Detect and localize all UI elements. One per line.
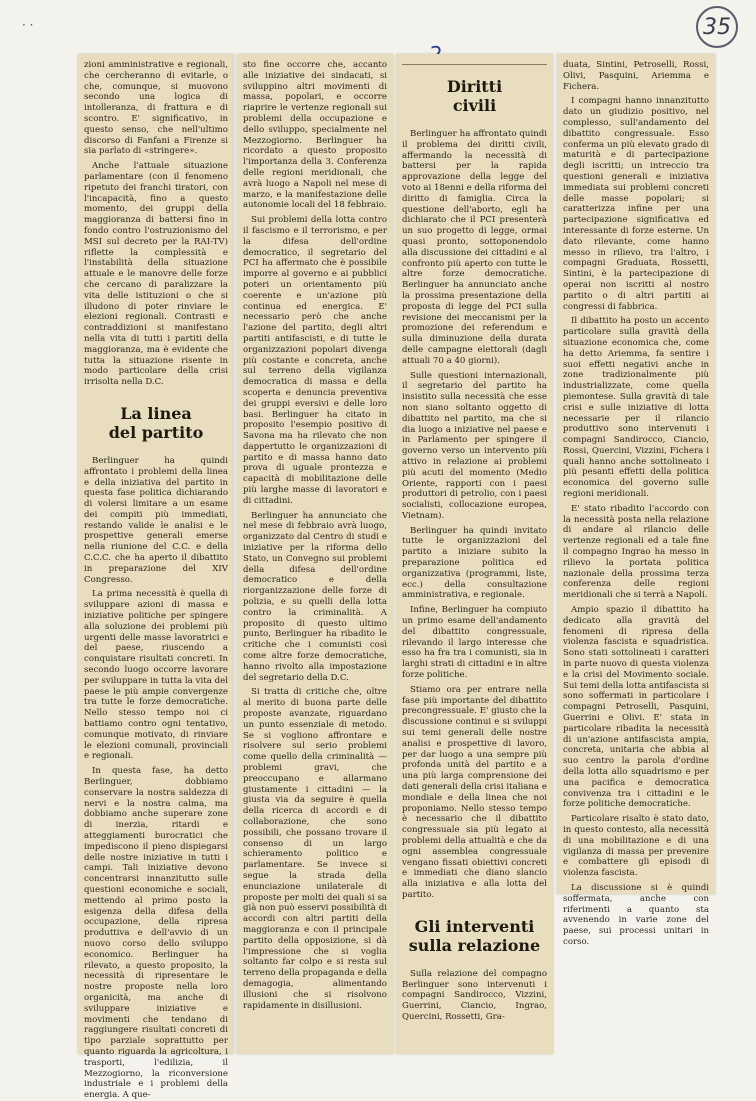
subheading-line: La linea bbox=[120, 403, 192, 423]
subheading-line: Gli interventi bbox=[414, 916, 535, 936]
paragraph: Stiamo ora per entrare nella fase più importante del dibattito precongressuale. E' giusto che la discussione continui e si sviluppi sui temi generali delle nostre analisi e prospettive di lavoro, per dar luogo a una sempre più profonda unità del partito e a una più larga comprensione dei dati generali della crisi italiana e mondiale e della linea che noi proponiamo. Nello stesso tempo è necessario che il dibattito congressuale sia più legato ai problemi della attualità e che da ogni assemblea congressuale vengano fissati obiettivi concreti e immediati che diano slancio alla iniziativa e alla lotta del partito. bbox=[402, 684, 547, 900]
clipping-column-2 bbox=[237, 54, 393, 1054]
paragraph: La discussione si è quindi soffermata, anche con riferimenti a quanto sta avvenendo in varie zone del paese, sui processi unitari in corso. bbox=[563, 882, 709, 947]
paragraph: E' stato ribadito l'accordo con la necessità posta nella relazione di andare al rilancio delle vertenze regionali ed a tale fine il compagno Ingrao ha messo in rilievo la portata politica nazionale della prossima terza conferenza delle regioni meridionali che si terrà a Napoli. bbox=[563, 503, 709, 601]
paragraph: zioni amministrative e regionali, che cercheranno di evitarle, o che, comunque, si muovono secondo una logica di intolleranza, di frattura e di scontro. E' significativo, in questo senso, che nell'ultimo discorso di Fanfani a Firenze si sia parlato di «stringere». bbox=[84, 60, 228, 157]
paragraph: La prima necessità è quella di sviluppare azioni di massa e iniziative politiche per spingere alla soluzione dei problemi più urgenti delle masse lavoratrici e del paese, riuscendo a conquistare risultati concreti. In secondo luogo occorre lavorare per sviluppare in tutta la vita del paese le più ampie convergenze tra tutte le forze democratiche. Nello stesso tempo noi ci battiamo contro ogni tentativo, comunque motivato, di rinviare le elezioni comunali, provinciali e regionali. bbox=[84, 589, 228, 762]
paragraph: Infine, Berlinguer ha compiuto un primo esame dell'andamento del dibattito congressuale, rilevando il largo interesse che esso ha fra tra i comunisti, sia in larghi strati di cittadini e in altre forze politiche. bbox=[402, 605, 547, 681]
paragraph: sto fine occorre che, accanto alle iniziative dei sindacati, si sviluppino altri movimenti di massa, popolari, e occorre riaprire le vertenze regionali sui problemi della occupazione e dello sviluppo, specialmente nel Mezzogiorno. Berlinguer ha ricordato a questo proposito l'importanza della 3. Conferenza delle regioni meridionali, che avrà luogo a Napoli nel mese di marzo, e la manifestazione delle autonomie locali del 18 febbraio. bbox=[243, 60, 387, 211]
paragraph: Berlinguer ha quindi affrontato i problemi della linea e della iniziativa del partito in questa fase politica dichiarando di volersi limitare a un esame dei compiti più immediati, restando valide le analisi e le prospettive generali emerse nella riunione del C.C. e della C.C.C. che ha aperto il dibattito in preparazione del XIV Congresso. bbox=[84, 455, 228, 585]
paragraph: duata, Sintini, Petroselli, Rossi, Olivi, Pasquini, Ariemma e Fichera. bbox=[563, 60, 709, 92]
paragraph: I compagni hanno innanzitutto dato un giudizio positivo, nel complesso, sull'andamento del dibattito congressuale. Esso conferma un più elevato grado di maturità e di partecipazione degli iscritti; un intreccio tra questioni generali e iniziativa immediata sui problemi concreti delle masse popolari; si caratterizza infine per una partecipazione significativa ed interessante di forze esterne. Un dato rilevante, come hanno messo in rilievo, tra l'altro, i compagni Graduata, Rossetti, Sintini, è la partecipazione di operai non iscritti al nostro partito o di altri partiti ai congressi di fabbrica. bbox=[563, 96, 709, 312]
subheading-interventi bbox=[402, 917, 547, 955]
subheading-line: del partito bbox=[108, 422, 204, 442]
subheading-line: sulla relazione bbox=[408, 935, 541, 955]
paragraph: Berlinguer ha affrontato quindi il problema dei diritti civili, affermando la necessità di battersi per la rapida approvazione della legge del voto ai 18enni e della riforma del diritto di famiglia. Circa la questione dell'aborto, egli ha dichiarato che il PCI presenterà un suo progetto di legge, ormai quasi pronto, sottoponendolo alla discussione dei cittadini e al confronto più aperto con tutte le altre forze democratiche. Berlinguer ha annunciato anche la prossima presentazione della proposta di legge del PCI sulla revisione dei meccanismi per la promozione dei referendum e sulla diminuzione della durata delle campagne elettorali (dagli attuali 70 a 40 giorni). bbox=[402, 129, 547, 366]
clipping-column-4 bbox=[557, 54, 715, 947]
paragraph: Anche l'attuale situazione parlamentare (con il fenomeno ripetuto dei franchi tiratori, con l'incapacità, fino a questo momento, dei gruppi della maggioranza di battersi fino in fondo contro l'ostruzionismo del MSI sul decreto per la RAI-TV) riflette la complessità e l'instabilità della situazione attuale e le manovre delle forze che cercano di paralizzare la vita delle istituzioni o che si illudono di poter rinviare le elezioni regionali. Contrasti e contraddizioni si manifestano nella vita di tutti i partiti della maggioranza, ma è evidente che tutta la situazione risente in modo particolare della crisi irrisolta nella D.C. bbox=[84, 161, 228, 388]
paragraph: Berlinguer ha annunciato che nel mese di febbraio avrà luogo, organizzato dal Centro di studi e iniziative per la riforma dello Stato, un Convegno sui problemi della difesa dell'ordine democratico e della riorganizzazione delle forze di polizia, e su quelli della lotta contro la criminalità. A proposito di questo ultimo punto, Berlinguer ha ribadito le critiche che i comunisti così come altre forze democratiche, hanno rivolto alla impostazione del segretario della D.C. bbox=[243, 510, 387, 683]
paragraph: Sui problemi della lotta contro il fascismo e il terrorismo, e per la difesa dell'ordine democratico, il segretario del PCI ha affermato che è possibile imporre al governo e ai pubblici poteri un orientamento più coerente e un'azione più continua ed energica. E' necessario però che anche l'azione del partito, degli altri partiti antifascisti, e di tutte le organizzazioni popolari divenga più costante e concreta, anche sul terreno della vigilanza democratica di massa e della scoperta e denuncia preventiva dei gruppi eversivi e delle loro basi. Berlinguer ha citato in proposito l'esempio positivo di Savona ma ha rilevato che non dappertutto le organizzazioni di partito e di massa hanno dato prova di uguale prontezza e capacità di mobilitazione delle più larghe masse di lavoratori e di cittadini. bbox=[243, 215, 387, 506]
subheading-line: Diritti bbox=[446, 77, 503, 96]
paragraph: Berlinguer ha quindi invitato tutte le organizzazioni del partito a iniziare subito la preparazione politica ed organizzativa (programmi, liste, ecc.) della consultazione amministrativa, e regionale. bbox=[402, 525, 547, 601]
divider bbox=[402, 64, 547, 65]
subheading-linea-partito bbox=[84, 404, 228, 442]
paragraph: Il dibattito ha posto un accento particolare sulla gravità della situazione economica che, come ha detto Ariemma, fa sentire i suoi effetti negativi anche in zone tradizionalmente più industrializzate, come quella piemontese. Sulla gravità di tale crisi e sulle iniziative di lotta necessarie per il rilancio produttivo sono intervenuti i compagni Sandirocco, Ciancio, Rossi, Quercini, Vizzini, Fichera i quali hanno anche sottolineato i più pesanti effetti della politica economica del governo sulle regioni meridionali. bbox=[563, 316, 709, 500]
paragraph: In questa fase, ha detto Berlinguer, dobbiamo conservare la nostra saldezza di nervi e la nostra calma, ma dobbiamo anche superare zone di inerzia, ritardi e atteggiamenti burocratici che impediscono il pieno dispiegarsi delle nostre iniziative in tutti i campi. Tali iniziative devono concentrarsi innanzitutto sulle questioni economiche e sociali, mettendo al primo posto la esigenza della difesa della occupazione, della ripresa produttiva e dell'avvio di un nuovo corso dello sviluppo economico. Berlinguer ha rilevato, a questo proposito, la necessità di ripresentare le nostre proposte nella loro organicità, ma anche di sviluppare iniziative e movimenti che tendano di raggiungere risultati concreti di tipo parziale soprattutto per quanto riguarda la agricoltura, i trasporti, l'edilizia, il Mezzogiorno, la riconversione industriale e i problemi della energia. A que- bbox=[84, 766, 228, 1101]
paragraph: Sulla relazione del compagno Berlinguer sono intervenuti i compagni Sandirocco, Vizzini, Guerrini, Ciancio, Ingrao, Quercini, Rossetti, Gra- bbox=[402, 968, 547, 1022]
subheading-line: civili bbox=[452, 96, 497, 115]
clipping-column-3 bbox=[396, 54, 553, 1054]
paragraph: Ampio spazio il dibattito ha dedicato alla gravità del fenomeni di ripresa della violenza fascista e squadristica. Sono stati sottolineati i caratteri in parte nuovo di questa violenza e la crisi del Movimento sociale. Sui temi della lotta antifascista si sono soffermati in particolare i compagni Petroselli, Pasquini, Guerrini e Olivi. E' stata in particolare ribadita la necessità di un'azione antifascista ampia, concreta, unitaria che abbia al suo centro la parola d'ordine della lotta allo squadrismo e per una pacifica e democratica convivenza tra i cittadini e le forze politiche democratiche. bbox=[563, 605, 709, 810]
margin-ink-dots: · · bbox=[22, 18, 34, 32]
paragraph: Particolare risalto è stato dato, in questo contesto, alla necessità di una mobilitazione e di una vigilanza di massa per prevenire e combattere gli episodi di violenza fascista. bbox=[563, 814, 709, 879]
subheading-diritti-civili bbox=[402, 77, 547, 115]
paragraph: Sulle questioni internazionali, il segretario del partito ha insistito sulla necessità che esse non siano soltanto oggetto di dibattito nel partito, ma che si dia luogo a iniziative nel paese e in Parlamento per spingere il governo verso un intervento più attivo in relazione ai problemi più acuti del momento (Medio Oriente, rapporti con i paesi produttori di petrolio, con i paesi socialisti, collocazione europea, Vietnam). bbox=[402, 370, 547, 521]
paragraph: Si tratta di critiche che, oltre al merito di buona parte delle proposte avanzate, riguardano un punto essenziale di metodo. Se si vogliono affrontare e risolvere sul serio problemi come quello della criminalità — problemi gravi, che preoccupano e allarmano giustamente i cittadini — la giusta via da seguire è quella della ricerca di accordi e di collaborazione, che sono possibili, che possano trovare il consenso di un largo schieramento politico e parlamentare. Se invece si segue la strada della enunciazione unilaterale di proposte per molti dei quali si sa già non può esservi possibilità di accordi con altri partiti della maggioranza e con il principale partito della opposizione, si dà l'impressione che si voglia soltanto far colpo e si resta sul terreno della propaganda e della demagogia, alimentando illusioni che si risolvono rapidamente in disillusioni. bbox=[243, 687, 387, 1011]
clipping-column-1 bbox=[78, 54, 234, 1101]
handwritten-page-number: 35 bbox=[696, 6, 738, 48]
